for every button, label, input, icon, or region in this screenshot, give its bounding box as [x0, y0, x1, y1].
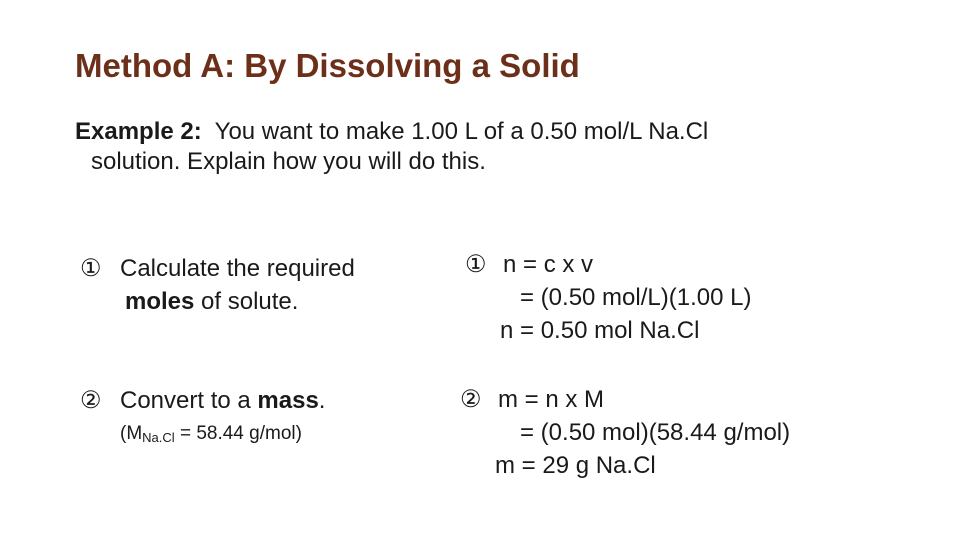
example-label: Example 2: — [75, 118, 202, 145]
calc-1-line1 — [465, 248, 751, 281]
molar-mass-note — [120, 423, 302, 445]
calc-1-line2: = (0.50 mol/L)(1.00 L) — [520, 284, 752, 311]
example-text-line2: solution. Explain how you will do this. — [91, 148, 486, 175]
calc-2 — [460, 383, 790, 482]
note-prefix: (M — [120, 423, 143, 444]
calc-1-equation: n = c x v — [503, 251, 594, 278]
step-1 — [80, 252, 355, 318]
calc-2-equation: m = n x M — [498, 386, 605, 413]
step-1-bold: moles — [125, 288, 195, 315]
calc-1 — [465, 248, 751, 347]
calc-2-line2: = (0.50 mol)(58.44 g/mol) — [520, 419, 791, 446]
calc-2-line3: m = 29 g Na.Cl — [495, 452, 656, 479]
step-1-text-b: of solute. — [194, 288, 299, 315]
example-text-line1: You want to make 1.00 L of a 0.50 mol/L Na.Cl — [201, 118, 709, 145]
step-2 — [80, 384, 325, 417]
note-suffix: = 58.44 g/mol) — [174, 423, 302, 444]
note-subscript: Na.Cl — [142, 430, 175, 445]
calc-2-line1 — [460, 383, 790, 416]
step-1-marker: ① — [80, 255, 102, 282]
slide-title: Method A: By Dissolving a Solid — [75, 47, 580, 84]
step-1-line2 — [80, 285, 355, 318]
step-1-text-a: Calculate the required — [120, 255, 355, 282]
step-2-bold: mass — [257, 387, 319, 414]
calc-1-line3: n = 0.50 mol Na.Cl — [500, 317, 700, 344]
step-2-marker: ② — [80, 387, 102, 414]
calc-1-marker: ① — [465, 251, 487, 278]
step-2-text-b: . — [318, 387, 326, 414]
step-2-text-a: Convert to a — [120, 387, 258, 414]
example-statement — [75, 117, 875, 177]
calc-2-marker: ② — [460, 386, 482, 413]
